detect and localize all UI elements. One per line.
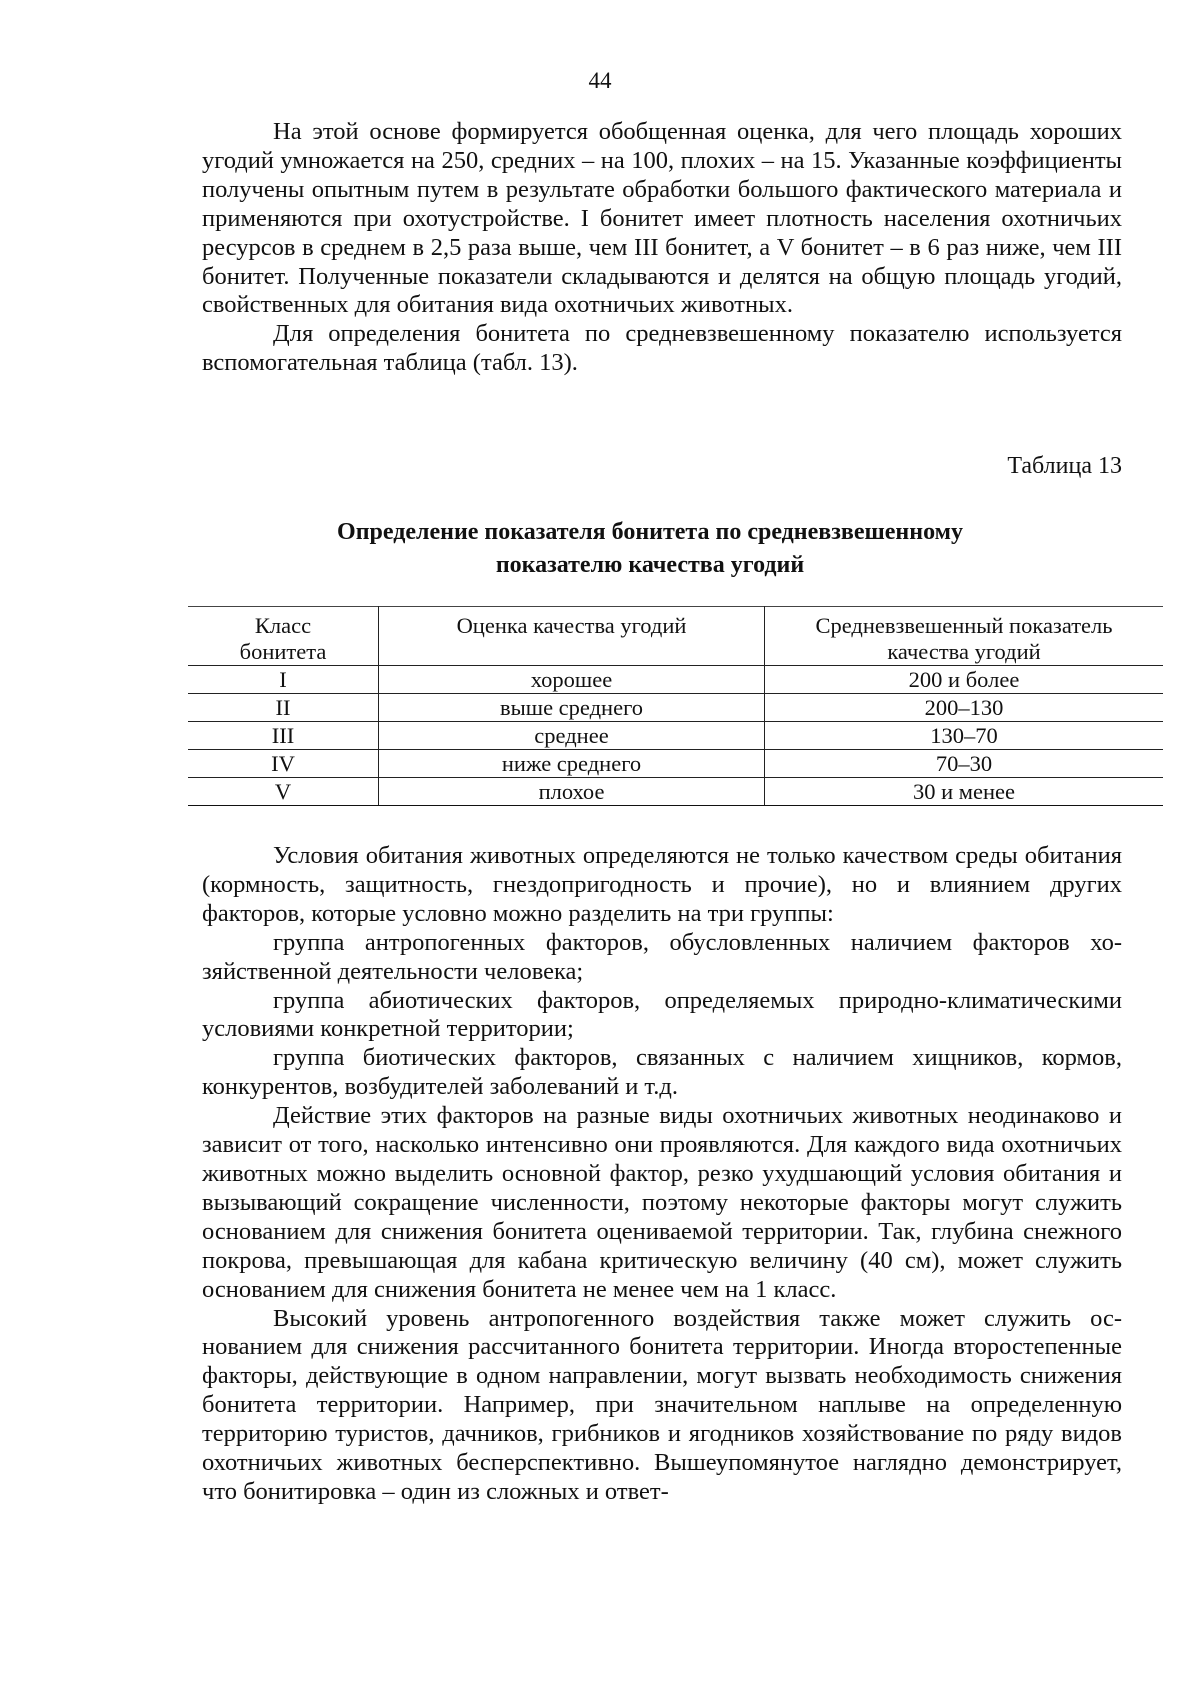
cell-quality: выше среднего: [379, 694, 765, 722]
bonitet-table: [188, 606, 1163, 806]
cell-class: III: [188, 722, 379, 750]
cell-quality: хорошее: [379, 666, 765, 694]
body-text: [202, 842, 1122, 1507]
table-row: [188, 694, 1163, 722]
cell-value: 200 и более: [765, 666, 1164, 694]
cell-quality: среднее: [379, 722, 765, 750]
table-title-line: показателю качества угодий: [495, 552, 805, 578]
header-class: [188, 607, 379, 666]
cell-quality: плохое: [379, 778, 765, 806]
paragraph: Условия обитания животных определяются не только качеством среды обитания (кормность, защитность, гнездопригодность и прочие), но и влиянием других факторов, которые условно можно разделить на три группы:: [202, 842, 1122, 927]
paragraph: На этой основе формируется обобщенная оценка, для чего площадь хороших угодий умножается на 250, средних – на 100, плохих – на 15. Указанные коэффициенты получены опытным путем в результате обработки большого фактического материала и применяются при охотустройстве. I бонитет имеет плотность населения охотничьих ресурсов в среднем в 2,5 раза выше, чем III бонитет, а V бонитет – в 6 раз ниже, чем III бонитет. Полученные показатели складываются и делятся на общую площадь угодий, свойственных для обитания вида охотничьих животных.: [202, 118, 1122, 319]
paragraph: Высокий уровень антропогенного воздействия также может служить основанием для снижения рассчитанного бонитета территории. Иногда второстепенные факторы, действующие в одном направлении, могут вызвать необходимость снижения бонитета территории. Например, при значительном наплыве на определенную территорию туристов, дачников, грибников и ягодников хозяйствование по ряду видов охотничьих животных бесперспективно. Вышеупомянутое наглядно демонстрирует, что бонитировка – один из сложных и ответ-: [202, 1304, 1122, 1505]
paragraph: Для определения бонитета по средневзвешенному показателю используется вспомогательная таблица (табл. 13).: [202, 320, 1122, 377]
cell-class: IV: [188, 750, 379, 778]
header-quality: [379, 607, 765, 666]
cell-value: 130–70: [765, 722, 1164, 750]
header-text: Оценка качества угодий: [456, 613, 687, 638]
header-text: Класс: [254, 613, 312, 638]
header-text: качества угодий: [887, 639, 1041, 664]
header-weighted-value: [765, 607, 1164, 666]
cell-class: II: [188, 694, 379, 722]
table-header-row: [188, 607, 1163, 666]
cell-value: 200–130: [765, 694, 1164, 722]
paragraph: Действие этих факторов на разные виды охотничьих животных неодинаково и зависит от того, насколько интенсивно они проявляются. Для каждого вида охотничьих животных можно выделить основной фактор, резко ухудшающий условия обитания и вызывающий сокращение численности, поэтому некоторые факторы могут служить основанием для снижения бонитета оцениваемой территории. Так, глубина снежного покрова, превышающая для кабана критическую величину (40 см), может служить основанием для снижения бонитета не менее чем на 1 класс.: [202, 1102, 1122, 1303]
table-row: [188, 666, 1163, 694]
table-row: [188, 722, 1163, 750]
paragraph: группа биотических факторов, связанных с наличием хищников, кормов, конкурентов, возбудителей заболеваний и т.д.: [202, 1044, 1122, 1101]
table-title-line: Определение показателя бонитета по средневзвешенному: [337, 519, 963, 545]
paragraph: группа антропогенных факторов, обусловленных наличием факторов хозяйственной деятельности человека;: [202, 928, 1122, 985]
paragraph: группа абиотических факторов, определяемых природно-климатическими условиями конкретной территории;: [202, 986, 1122, 1043]
intro-text: [202, 118, 1122, 378]
table-caption: Таблица 13: [1007, 453, 1122, 479]
table-row: [188, 778, 1163, 806]
cell-quality: ниже среднего: [379, 750, 765, 778]
header-text: Средневзвешенный показатель: [815, 613, 1113, 638]
table-title: [190, 516, 1110, 582]
header-text: бонитета: [239, 639, 327, 664]
table-row: [188, 750, 1163, 778]
cell-class: I: [188, 666, 379, 694]
cell-value: 70–30: [765, 750, 1164, 778]
cell-value: 30 и менее: [765, 778, 1164, 806]
page-number: 44: [588, 68, 612, 93]
cell-class: V: [188, 778, 379, 806]
